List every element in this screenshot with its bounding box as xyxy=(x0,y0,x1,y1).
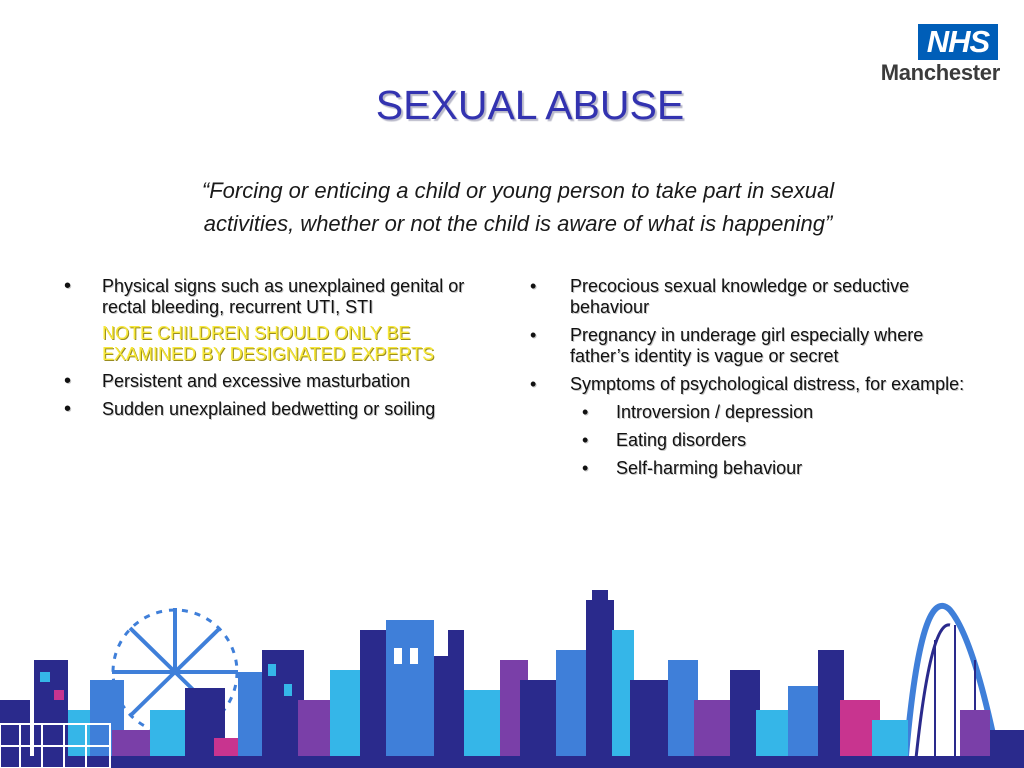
nhs-badge: NHS xyxy=(918,24,998,60)
bullet-icon: • xyxy=(582,458,589,478)
slide-title: SEXUAL ABUSE xyxy=(375,82,685,128)
examination-note: NOTE CHILDREN SHOULD ONLY BE EXAMINED BY DESIGNATED EXPERTS xyxy=(102,323,435,364)
list-item xyxy=(528,374,968,395)
definition-line-2: activities, whether or not the child is aware of what is happening” xyxy=(203,211,833,236)
bullet-icon: • xyxy=(64,370,72,392)
left-bullet-list xyxy=(60,276,500,427)
bullet-icon: • xyxy=(530,276,537,296)
bullet-icon: • xyxy=(582,402,589,422)
nhs-logo xyxy=(850,24,1002,90)
bullet-icon: • xyxy=(530,325,537,345)
sub-list-item-text: Eating disorders xyxy=(616,430,747,450)
bullet-icon: • xyxy=(530,374,537,394)
bullet-icon: • xyxy=(64,275,72,297)
bullet-icon: • xyxy=(582,430,589,450)
list-item-text: Persistent and excessive masturbation xyxy=(102,371,411,391)
sub-list-item-text: Introversion / depression xyxy=(616,402,814,422)
list-item xyxy=(60,371,500,392)
organisation-name: Manchester xyxy=(880,60,1000,85)
list-item-text: Symptoms of psychological distress, for example: xyxy=(570,374,965,394)
list-item xyxy=(528,276,968,318)
bullet-icon: • xyxy=(64,398,72,420)
definition-line-1: “Forcing or enticing a child or young person to take part in sexual xyxy=(201,178,835,203)
sub-list-item xyxy=(528,430,968,451)
list-item-text: Sudden unexplained bedwetting or soiling xyxy=(102,399,436,419)
buildings xyxy=(0,590,1024,768)
right-bullet-list xyxy=(528,276,968,486)
list-item xyxy=(528,325,968,367)
list-item xyxy=(60,399,500,420)
list-item-text: Precocious sexual knowledge or seductive behaviour xyxy=(570,276,910,317)
city-skyline-illustration xyxy=(0,560,1024,768)
list-item-text: Physical signs such as unexplained genital or rectal bleeding, recurrent UTI, STI xyxy=(102,276,465,317)
sub-list-item xyxy=(528,402,968,423)
list-item-text: Pregnancy in underage girl especially where father’s identity is vague or secret xyxy=(570,325,924,366)
list-item xyxy=(60,276,500,318)
sub-list-item xyxy=(528,458,968,479)
definition-quote xyxy=(80,174,956,240)
sub-list-item-text: Self-harming behaviour xyxy=(616,458,803,478)
